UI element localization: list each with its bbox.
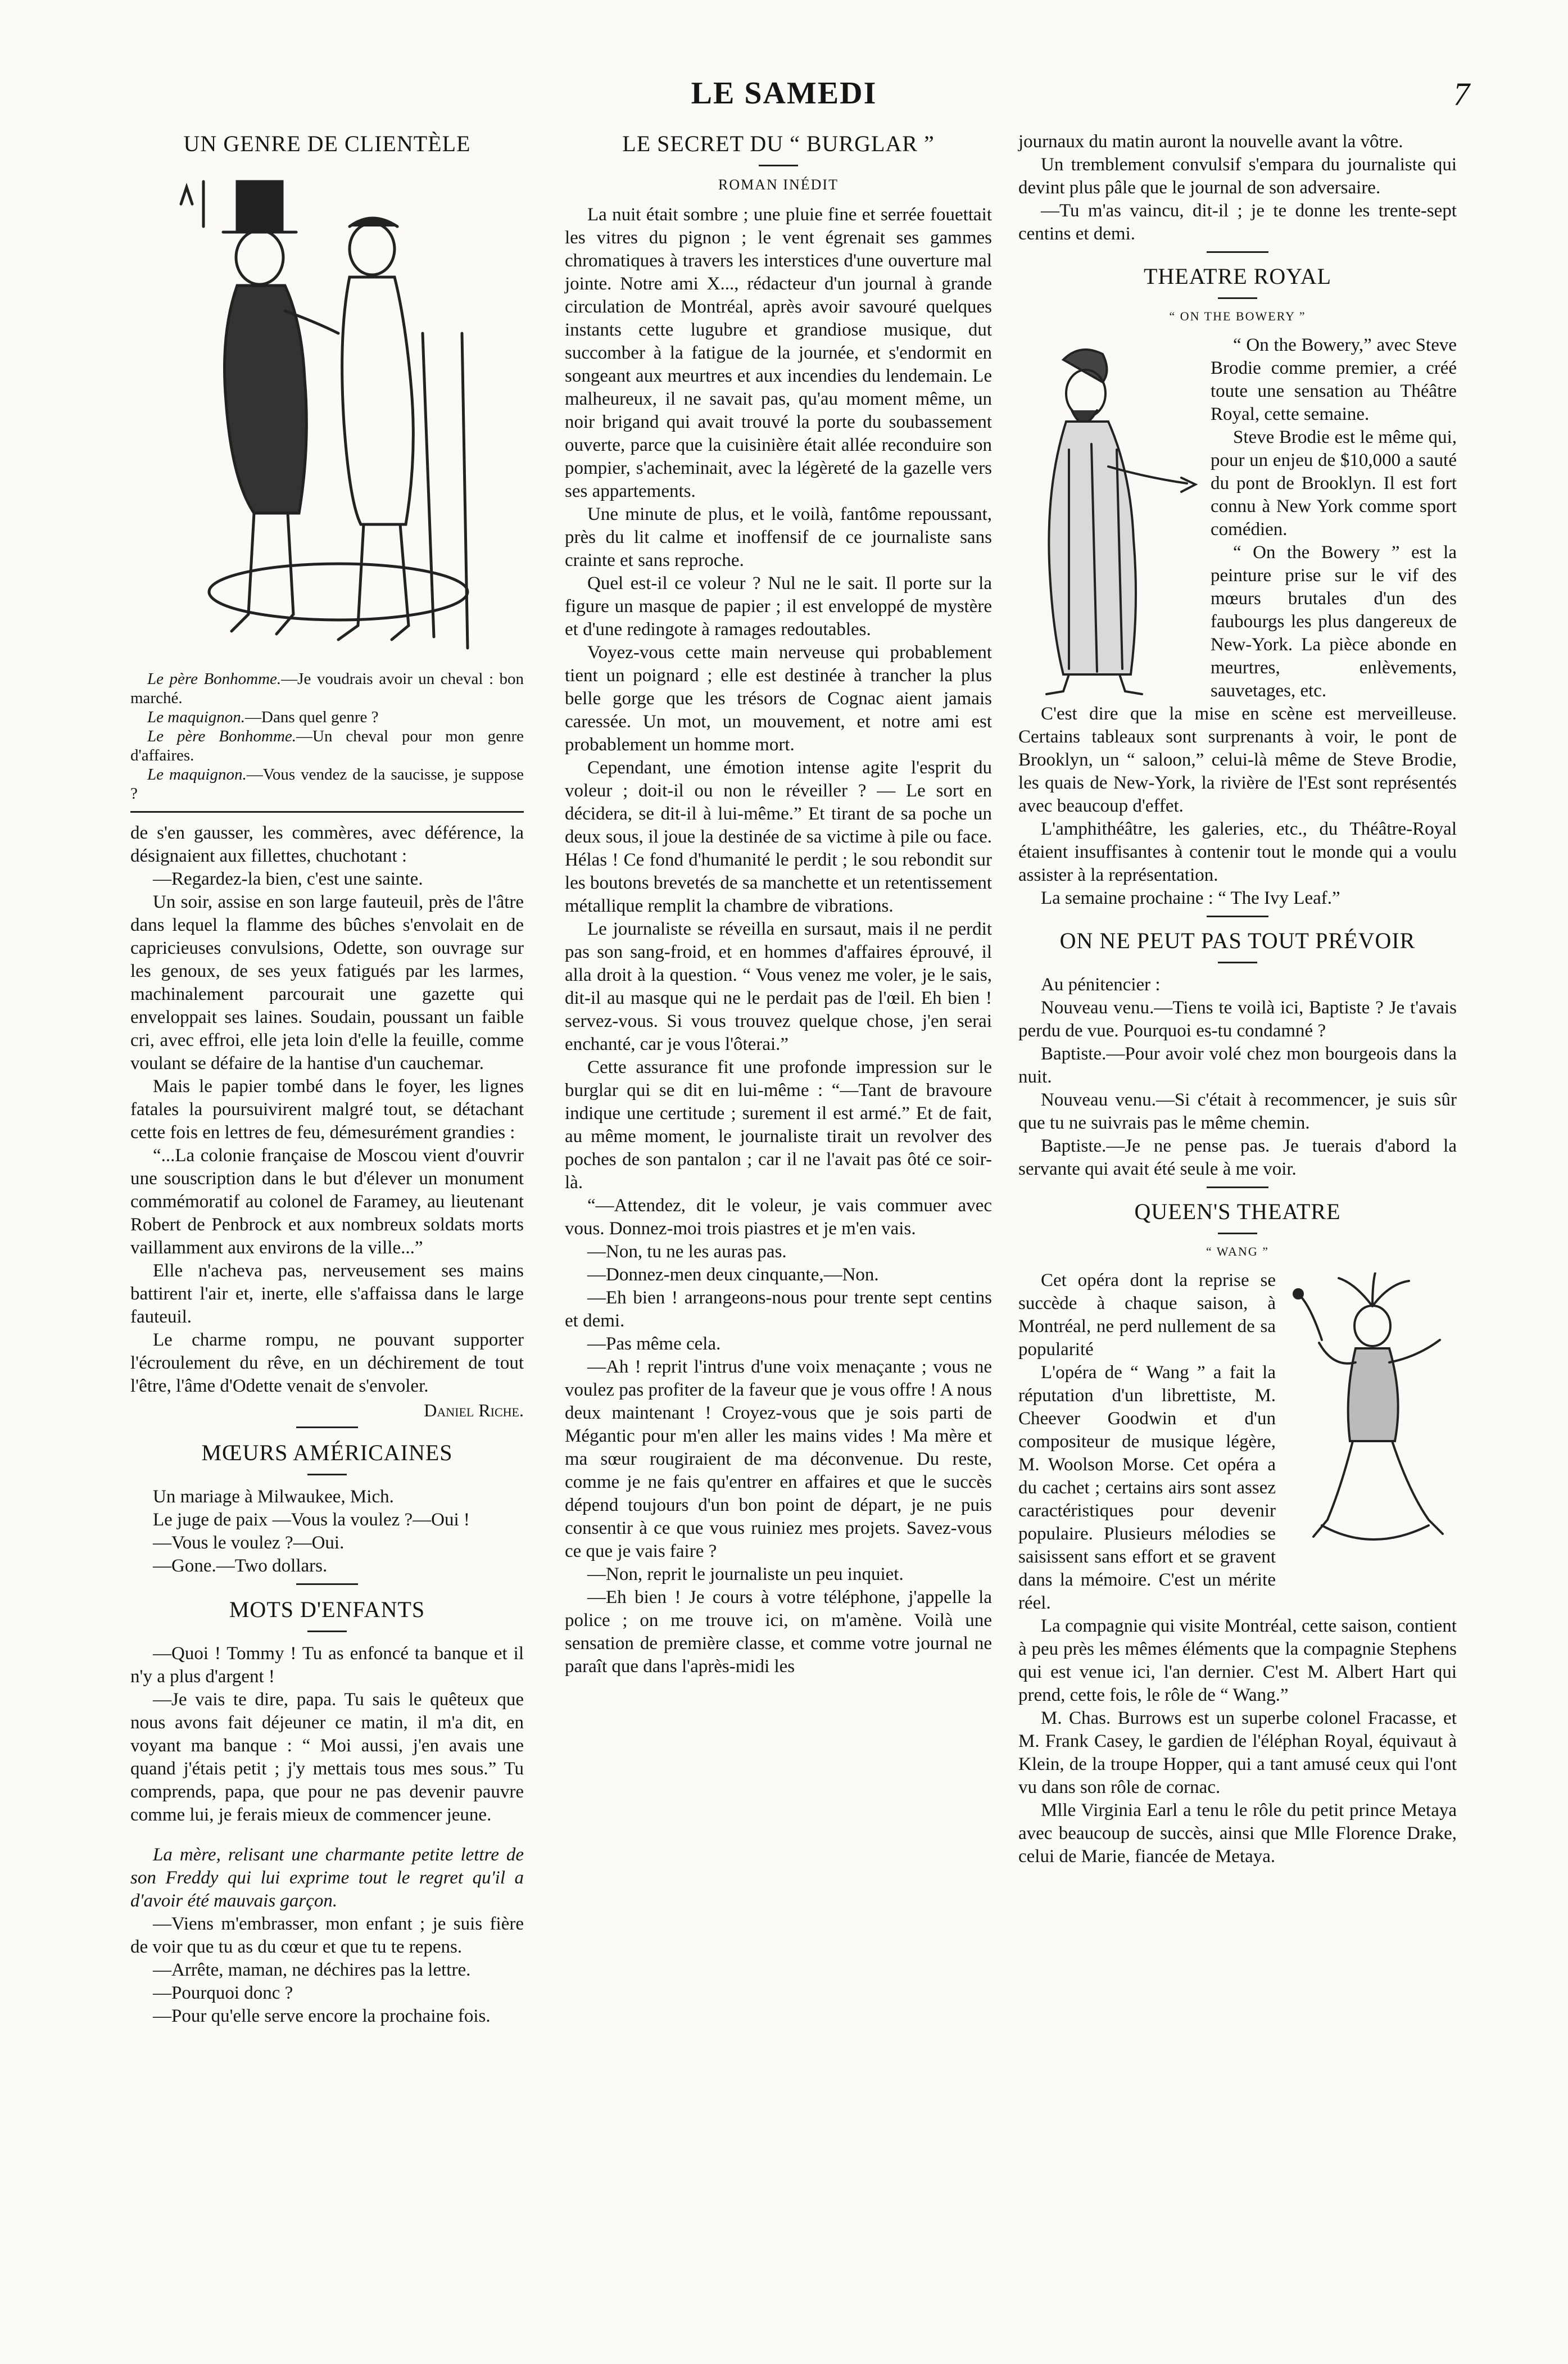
paragraph: Elle n'acheva pas, nerveusement ses mains battirent l'air et, inerte, elle s'affaissa dans le large fauteuil. — [130, 1261, 524, 1327]
caption-speaker: Le père Bonhomme. — [147, 670, 282, 688]
page-number: 7 — [1453, 76, 1470, 112]
paragraph: Un soir, assise en son large fauteuil, près de l'âtre dans lequel la flamme des bûches s'envolait en de capricieuses convulsions, Odette, son ouvrage sur les genoux, de ses yeux fatigués par les larmes, machinalement parcourait une gazette qui enveloppait ses laines. Soudain, poussant un faible cri, avec effroi, elle jeta loin d'elle la feuille, comme voulant se défaire de la hantise d'un cauchemar. — [130, 892, 524, 1074]
newspaper-title: LE SAMEDI — [691, 76, 877, 111]
theatre-royal-section — [1018, 263, 1457, 910]
paragraph: La nuit était sombre ; une pluie fine et serrée fouettait les vitres du pignon ; le vent égrenait ses gammes chromatiques à travers les interstices d'une ouverture mal jointe. Notre ami X..., rédacteur d'un journal à grande circulation de Montréal, après avoir savouré quelques instants cette lugubre et grandiose musique, dut succomber à la fatigue de la journée, et s'endormit en songeant aux meurtres et aux incendies du lendemain. Le malheureux, il ne savait pas, qu'au moment même, un noir brigand qui avait trouvé la porte du soubassement ouverte, parce que la cuisinière était allée reconduire son pompier, s'acheminait, avec la légèreté de la gazelle vers ses appartements. — [565, 205, 992, 501]
section-divider — [296, 1426, 358, 1428]
paragraph: journaux du matin auront la nouvelle avant la vôtre. — [1018, 132, 1403, 152]
paragraph: Une minute de plus, et le voilà, fantôme repoussant, près du lit calme et inoffensif de ce journaliste sans crainte et sans reproche. — [565, 504, 992, 570]
paragraph: “ On the Bowery,” avec Steve Brodie comme premier, a créé toute une sensation au Théâtre Royal, cette semaine. — [1211, 335, 1457, 424]
prevoir-heading: ON NE PEUT PAS TOUT PRÉVOIR — [1059, 928, 1416, 953]
paragraph: —Pourquoi donc ? — [153, 1983, 293, 2003]
paragraph: Le charme rompu, ne pouvant supporter l'écroulement du rêve, en un déchirement de tout l'être, l'âme d'Odette venait de s'envoler. — [130, 1330, 524, 1396]
paragraph: —Non, tu ne les auras pas. — [587, 1242, 787, 1262]
paragraph: —Arrête, maman, ne déchires pas la lettre. — [153, 1960, 471, 1980]
paragraph: de s'en gausser, les commères, avec déférence, la désignaient aux fillettes, chuchotant : — [130, 823, 524, 866]
paragraph: Steve Brodie est le même qui, pour un enjeu de $10,000 a sauté du pont de Brooklyn. Il est fort connu à New York comme sport comédien. — [1211, 427, 1457, 540]
moeurs-section — [130, 1439, 524, 1578]
paragraph: Nouveau venu.—Si c'était à recommencer, je suis sûr que tu ne suivrais pas le même chemin. — [1018, 1090, 1457, 1133]
paragraph: —Donnez-men deux cinquante,—Non. — [587, 1265, 879, 1285]
theatre-royal-heading: THEATRE ROYAL — [1143, 264, 1332, 289]
paragraph: La compagnie qui visite Montréal, cette saison, contient à peu près les mêmes éléments que la compagnie Stephens qui est venue ici, l'an dernier. C'est M. Albert Hart qui prend, cette fois, le rôle de “ Wang.” — [1018, 1616, 1457, 1705]
paragraph: C'est dire que la mise en scène est merveilleuse. Certains tableaux sont surprenants à voir, le pont de Brooklyn, un “ saloon,” celui-là même de Steve Brodie, les quais de New-York, la rivière de l'Est sont représentés avec beaucoup d'effet. — [1018, 704, 1457, 816]
horse-dealer-cartoon-illustration — [170, 165, 484, 659]
caption-speaker: Le maquignon. — [147, 708, 245, 726]
caption-text: —Vous vendez de la saucisse, je suppose ? — [130, 766, 524, 803]
section-divider — [307, 1474, 347, 1475]
section-divider — [296, 1583, 358, 1585]
paragraph-italic: La mère, relisant une charmante petite lettre de son Freddy qui lui exprime tout le regret qu'il a d'avoir été mauvais garçon. — [130, 1845, 524, 1911]
paragraph: La semaine prochaine : “ The Ivy Leaf.” — [1041, 888, 1340, 908]
paragraph: “—Attendez, dit le voleur, je vais commuer avec vous. Donnez-moi trois piastres et je m'en vais. — [565, 1195, 992, 1239]
author-signature: Daniel Riche. — [424, 1400, 524, 1420]
mots-heading: MOTS D'ENFANTS — [229, 1597, 425, 1622]
paragraph: Mlle Virginia Earl a tenu le rôle du petit prince Metaya avec beaucoup de succès, ainsi que Mlle Florence Drake, celui de Marie, fiancée de Metaya. — [1018, 1800, 1457, 1867]
column-3 — [1018, 130, 1457, 1868]
paragraph: —Quoi ! Tommy ! Tu as enfoncé ta banque et il n'y a plus d'argent ! — [130, 1643, 524, 1687]
queens-heading: QUEEN'S THEATRE — [1134, 1199, 1341, 1224]
prevoir-section — [1018, 927, 1457, 1181]
mots-section — [130, 1596, 524, 2028]
section-divider — [1218, 297, 1257, 299]
paragraph: —Eh bien ! arrangeons-nous pour trente sept centins et demi. — [565, 1288, 992, 1331]
queens-subheading: “ WANG ” — [1206, 1244, 1270, 1258]
paragraph: “ On the Bowery ” est la peinture prise sur le vif des mœurs brutales d'un des faubourgs les plus dangereux de New-York. La pièce abonde en meurtres, enlèvements, sauvetages, etc. — [1211, 542, 1457, 701]
paragraph: L'opéra de “ Wang ” a fait la réputation d'un librettiste, M. Cheever Goodwin et d'un compositeur de musique légère, M. Woolson Morse. Cet opéra a du cachet ; certains airs sont assez caractéristiques pour devenir populaire. Plusieurs mélodies se saisissent sans effort et se gravent dans la mémoire. C'est un mérite réel. — [1018, 1362, 1276, 1613]
paragraph: Baptiste.—Je ne pense pas. Je tuerais d'abord la servante qui avait été seule à me voir. — [1018, 1136, 1457, 1179]
moeurs-heading: MŒURS AMÉRICAINES — [201, 1440, 453, 1465]
paragraph: —Je vais te dire, papa. Tu sais le quêteux que nous avons fait déjeuner ce matin, il m'a dit, en voyant ma banque : “ Moi aussi, j'en avais une quand j'étais petit ; j'y mettais tous mes sous.” Tu comprends, papa, que pour ne pas devenir pauvre comme lui, je ferais mieux de commencer jeune. — [130, 1690, 524, 1825]
caption-speaker: Le père Bonhomme. — [147, 727, 297, 745]
paragraph: —Tu m'as vaincu, dit-il ; je te donne les trente-sept centins et demi. — [1018, 201, 1457, 244]
column-2 — [565, 130, 992, 1678]
story-ending — [130, 822, 524, 1421]
section-divider — [1207, 916, 1268, 917]
paragraph: —Eh bien ! Je cours à votre téléphone, j'appelle la police ; on me trouve ici, on m'amène. Voilà une sensation de première classe, et comme votre journal ne paraît que dans l'après-midi les — [565, 1587, 992, 1677]
paragraph: —Vous le voulez ?—Oui. — [153, 1533, 345, 1553]
paragraph: —Ah ! reprit l'intrus d'une voix menaçante ; vous ne voulez pas profiter de la faveur que je vous offre ! A nous deux maintenant ! Croyez-vous que je sois parti de Mégantic pour m'en aller les mains vides ! Ma mère et ma sœur rougiraient de ma déconvenue. Du reste, comme je ne fais qu'entrer en affaires et que le succès dépend toujours d'un bon point de départ, je ne puis consentir à ce que vous ruiniez mes projets. Savez-vous ce que je vais faire ? — [565, 1357, 992, 1561]
paragraph: Cependant, une émotion intense agite l'esprit du voleur ; doit-il ou non le réveiller ? — Le sort en décidera, se dit-il à lui-même.” Et tirant de sa poche un deux sous, il joue la destinée de sa victime à pile ou face. Hélas ! Ce fond d'humanité le perdit ; le sou rebondit sur les boutons brevetés de sa manchette et un retentissement métallique remplit la chambre de vibrations. — [565, 758, 992, 916]
paragraph: M. Chas. Burrows est un superbe colonel Fracasse, et M. Frank Casey, le gardien de l'éléphan Royal, équivaut à Klein, de la troupe Hopper, qui a tant amusé ceux qui l'ont vu dans son rôle de cornac. — [1018, 1708, 1457, 1797]
caption-text: —Je voudrais avoir un cheval : bon marché. — [130, 670, 524, 707]
genre-caption — [130, 669, 524, 803]
paragraph: Le journaliste se réveilla en sursaut, mais il ne perdit pas son sang-froid, et en hommes d'affaires éprouvé, il alla droit à la question. “ Vous venez me voler, je le sais, dit-il au masque qui ne le perdait pas de l'œil. Eh bien ! servez-vous. Si vous trouvez quelque chose, j'en serai enchanté, car je vous l'ôterai.” — [565, 919, 992, 1054]
section-divider — [130, 811, 524, 813]
burglar-heading: LE SECRET DU “ BURGLAR ” — [622, 131, 935, 156]
section-divider — [1218, 962, 1257, 963]
paragraph: Un tremblement convulsif s'empara du journaliste qui devint plus pâle que le journal de son adversaire. — [1018, 155, 1457, 198]
paragraph: “...La colonie française de Moscou vient d'ouvrir une souscription dans le but d'élever un monument commémoratif au colonel de Faramey, au lieutenant Robert de Penbrock et aux nombreux soldats morts vaillamment aux environs de la ville...” — [130, 1145, 524, 1258]
paragraph: Cet opéra dont la reprise se succède à chaque saison, à Montréal, ne perd nullement de sa popularité — [1018, 1270, 1276, 1360]
paragraph: Au pénitencier : — [1041, 975, 1161, 995]
section-divider — [759, 165, 798, 166]
paragraph: Le juge de paix —Vous la voulez ?—Oui ! — [153, 1510, 470, 1530]
burglar-subheading: ROMAN INÉDIT — [718, 176, 839, 193]
paragraph: —Non, reprit le journaliste un peu inquiet. — [587, 1564, 904, 1584]
caption-text: —Dans quel genre ? — [245, 708, 379, 726]
paragraph: —Pour qu'elle serve encore la prochaine fois. — [153, 2006, 491, 2026]
paragraph: —Pas même cela. — [587, 1334, 721, 1354]
theatre-royal-subheading: “ ON THE BOWERY ” — [1169, 309, 1306, 323]
paragraph: Nouveau venu.—Tiens te voilà ici, Baptiste ? Je t'avais perdu de vue. Pourquoi es-tu condamné ? — [1018, 998, 1457, 1041]
section-divider — [1207, 251, 1268, 253]
paragraph: —Viens m'embrasser, mon enfant ; je suis fière de voir que tu as du cœur et que tu te repens. — [130, 1914, 524, 1957]
paragraph: Quel est-il ce voleur ? Nul ne le sait. Il porte sur la figure un masque de papier ; il est enveloppé de mystère et d'une redingote à ramages redoutables. — [565, 573, 992, 640]
paragraph: Cette assurance fit une profonde impression sur le burglar qui se dit en lui-même : “—Tant de bravoure indique une certitude ; surement il est armé.” Et de fait, au même moment, le journaliste tirait un revolver des poches de son pantalon ; car il ne l'avait pas ôté ce soir-là. — [565, 1057, 992, 1193]
paragraph: —Regardez-la bien, c'est une sainte. — [153, 869, 423, 889]
paragraph: Mais le papier tombé dans le foyer, les lignes fatales la poursuivirent malgré tout, se détachant cette fois en lettres de feu, démesurément grandies : — [130, 1076, 524, 1143]
section-divider — [307, 1631, 347, 1632]
caption-speaker: Le maquignon. — [147, 766, 247, 784]
section-divider — [1207, 1186, 1268, 1188]
column-1 — [130, 130, 524, 2028]
paragraph: Baptiste.—Pour avoir volé chez mon bourgeois dans la nuit. — [1018, 1044, 1457, 1087]
wang-jester-illustration — [1288, 1272, 1457, 1587]
paragraph: L'amphithéâtre, les galeries, etc., du Théâtre-Royal étaient insuffisantes à contenir tout le monde qui a voulu assister à la représentation. — [1018, 819, 1457, 885]
steve-brodie-illustration — [1018, 337, 1198, 697]
queens-section — [1018, 1198, 1457, 1868]
caption-text: —Un cheval pour mon genre d'affaires. — [130, 727, 524, 764]
paragraph: Voyez-vous cette main nerveuse qui probablement tient un poignard ; elle est destinée à trancher la plus belle gorge que les trésors de Cognac aient jamais caressée. Un mot, un mouvement, et notre ami est probablement un homme mort. — [565, 642, 992, 755]
section-divider — [1218, 1233, 1257, 1234]
genre-heading: UN GENRE DE CLIENTÈLE — [183, 131, 471, 156]
paragraph: Un mariage à Milwaukee, Mich. — [153, 1487, 394, 1507]
paragraph: —Gone.—Two dollars. — [153, 1556, 328, 1576]
masthead — [0, 75, 1568, 120]
